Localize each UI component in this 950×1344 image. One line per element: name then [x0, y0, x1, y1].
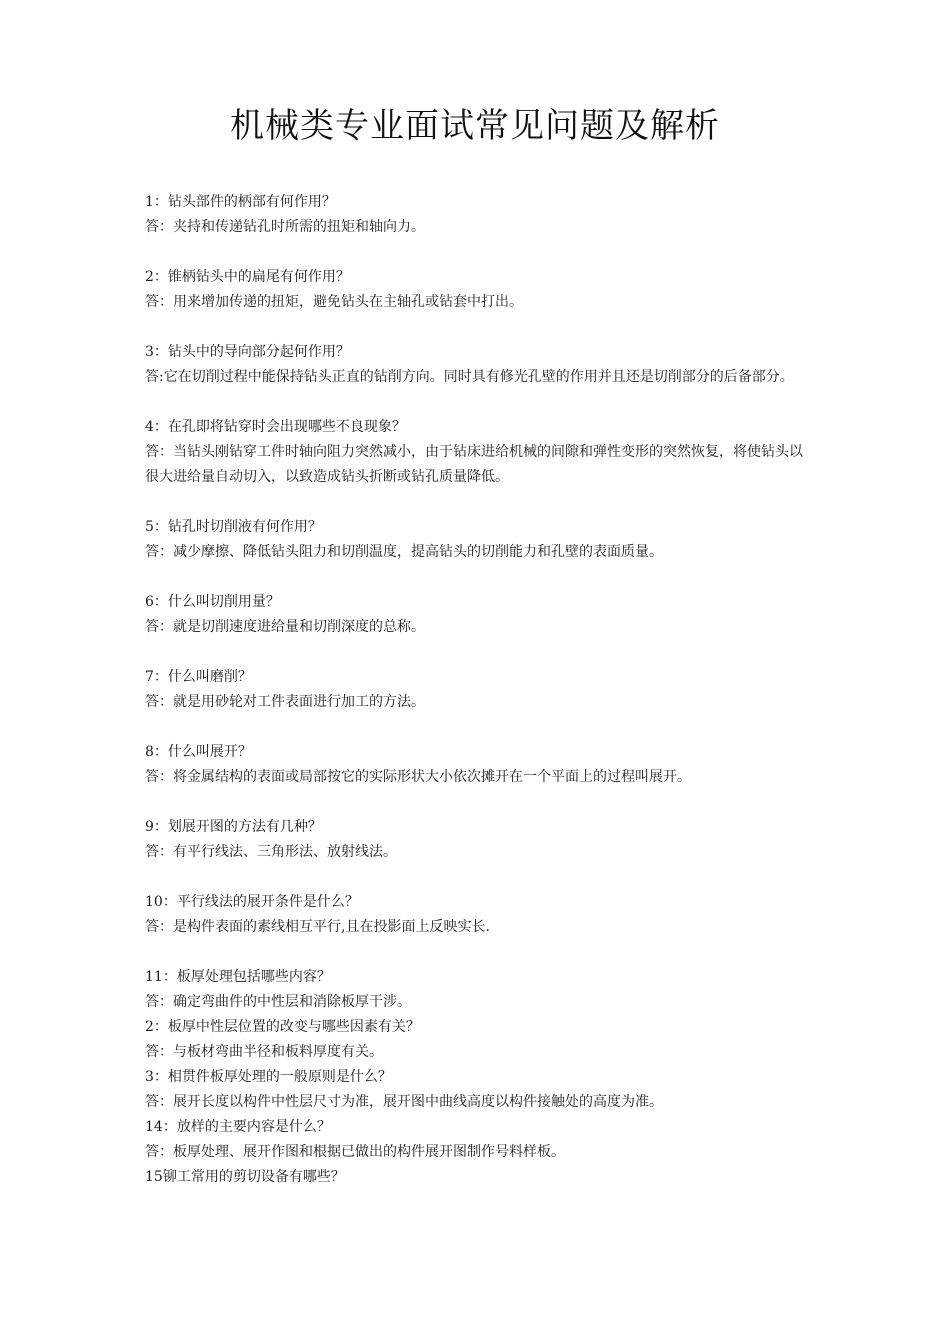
qa-item-10: [145, 890, 815, 940]
qa-item-7: [145, 665, 815, 715]
question: 3：钻头中的导向部分起何作用？: [145, 344, 350, 360]
answer: 答：展开长度以构件中性层尺寸为准，展开图中曲线高度以构件接触处的高度为准。: [145, 1094, 663, 1110]
question: 4：在孔即将钻穿时会出现哪些不良现象？: [145, 419, 406, 435]
qa-item-15: [145, 1165, 815, 1190]
question: 7：什么叫磨削？: [145, 669, 252, 685]
question: 2：板厚中性层位置的改变与哪些因素有关？: [145, 1019, 420, 1035]
answer: 答：板厚处理、展开作图和根据已做出的构件展开图制作号料样板。: [145, 1144, 565, 1160]
question: 10：平行线法的展开条件是什么？: [145, 894, 359, 910]
qa-item-8: [145, 740, 815, 790]
answer: 答：用来增加传递的扭矩，避免钻头在主轴孔或钻套中打出。: [145, 294, 523, 310]
question: 11：板厚处理包括哪些内容？: [145, 969, 331, 985]
qa-item-3: [145, 340, 815, 390]
question: 5：钻孔时切削液有何作用？: [145, 519, 322, 535]
answer: 答：当钻头刚钻穿工件时轴向阻力突然减小，由于钻床进给机械的间隙和弹性变形的突然恢复，将使钻头以很大进给量自动切入，以致造成钻头折断或钻孔质量降低。: [145, 444, 803, 485]
qa-item-1: [145, 190, 815, 240]
qa-item-4: [145, 415, 815, 490]
answer: 答：与板材弯曲半径和板料厚度有关。: [145, 1044, 383, 1060]
answer: 答：是构件表面的素线相互平行,且在投影面上反映实长.: [145, 919, 490, 935]
qa-item-9: [145, 815, 815, 865]
document-title: 机械类专业面试常见问题及解析: [230, 106, 720, 146]
question: 8：什么叫展开？: [145, 744, 252, 760]
question: 14：放样的主要内容是什么？: [145, 1119, 331, 1135]
answer: 答:它在切削过程中能保持钻头正直的钻削方向。同时具有修光孔壁的作用并且还是切削部分的后备部分。: [145, 369, 794, 385]
question: 2：锥柄钻头中的扁尾有何作用？: [145, 269, 350, 285]
qa-item-6: [145, 590, 815, 640]
question: 15铆工常用的剪切设备有哪些？: [145, 1169, 345, 1185]
qa-list: [145, 190, 815, 1190]
qa-item-12: [145, 1015, 815, 1065]
answer: 答：就是用砂轮对工件表面进行加工的方法。: [145, 694, 425, 710]
answer: 答：就是切削速度进给量和切削深度的总称。: [145, 619, 425, 635]
question: 6：什么叫切削用量？: [145, 594, 280, 610]
question: 3：相贯件板厚处理的一般原则是什么？: [145, 1069, 392, 1085]
qa-item-5: [145, 515, 815, 565]
answer: 答：减少摩擦、降低钻头阻力和切削温度，提高钻头的切削能力和孔壁的表面质量。: [145, 544, 663, 560]
qa-item-2: [145, 265, 815, 315]
answer: 答：夹持和传递钻孔时所需的扭矩和轴向力。: [145, 219, 425, 235]
qa-item-11: [145, 965, 815, 1015]
question: 1：钻头部件的柄部有何作用？: [145, 194, 336, 210]
answer: 答：将金属结构的表面或局部按它的实际形状大小依次摊开在一个平面上的过程叫展开。: [145, 769, 691, 785]
answer: 答：确定弯曲件的中性层和消除板厚干涉。: [145, 994, 411, 1010]
question: 9：划展开图的方法有几种？: [145, 819, 322, 835]
answer: 答：有平行线法、三角形法、放射线法。: [145, 844, 397, 860]
qa-item-13: [145, 1065, 815, 1115]
qa-item-14: [145, 1115, 815, 1165]
